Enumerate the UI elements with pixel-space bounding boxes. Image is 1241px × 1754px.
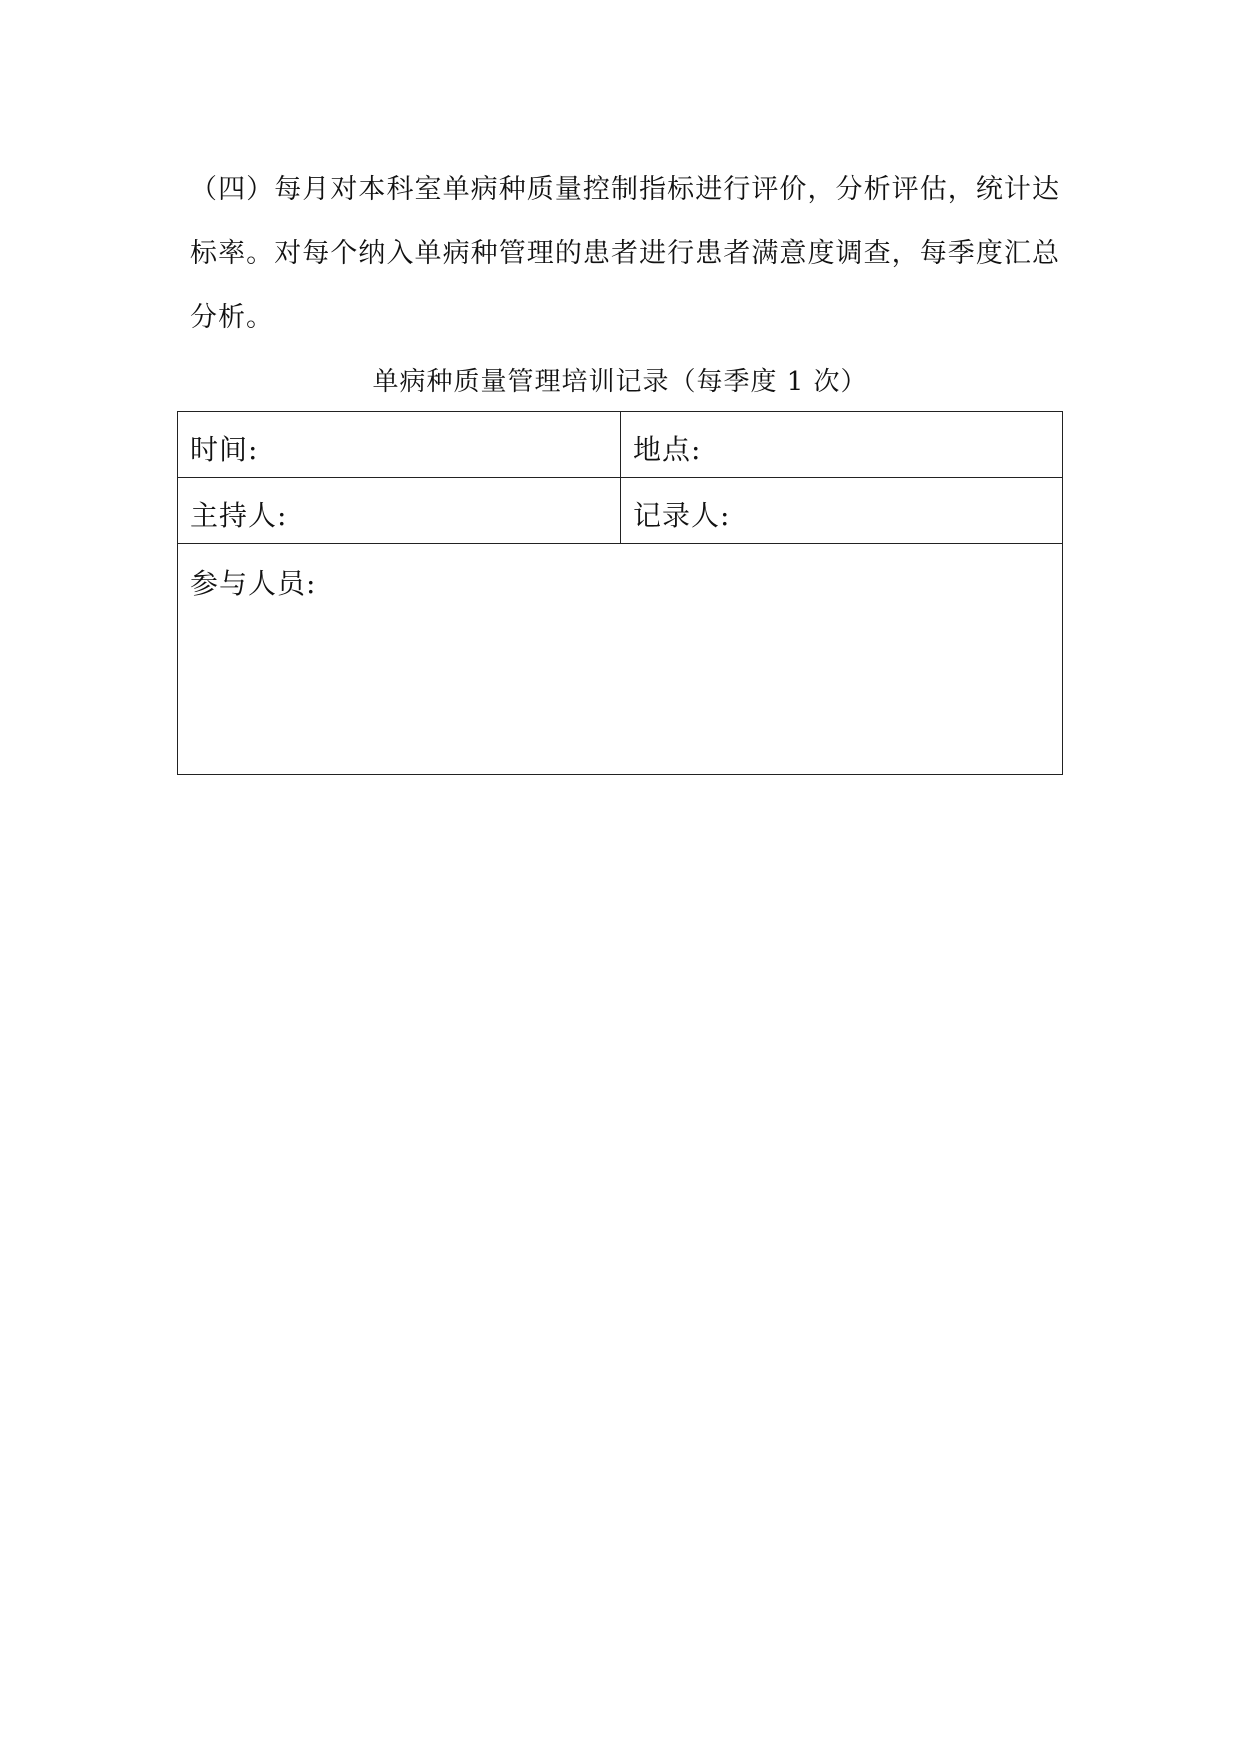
time-label: 时间:: [190, 433, 259, 466]
training-record-title: 单病种质量管理培训记录（每季度 1 次）: [372, 367, 868, 397]
time-cell[interactable]: [178, 412, 621, 477]
location-label: 地点:: [633, 433, 702, 466]
recorder-cell[interactable]: [621, 478, 1062, 543]
recorder-label: 记录人:: [633, 499, 731, 532]
participants-label: 参与人员:: [190, 567, 317, 600]
table-row: [178, 412, 1062, 478]
host-label: 主持人:: [190, 499, 288, 532]
table-row: [178, 544, 1062, 774]
table-row: [178, 478, 1062, 544]
participants-cell[interactable]: [178, 544, 1062, 774]
host-cell[interactable]: [178, 478, 621, 543]
location-cell[interactable]: [621, 412, 1062, 477]
training-record-table: [177, 411, 1063, 775]
section-four-paragraph: （四）每月对本科室单病种质量控制指标进行评价，分析评估，统计达标率。对每个纳入单病种管理的患者进行患者满意度调查，每季度汇总分析。: [190, 174, 1060, 333]
